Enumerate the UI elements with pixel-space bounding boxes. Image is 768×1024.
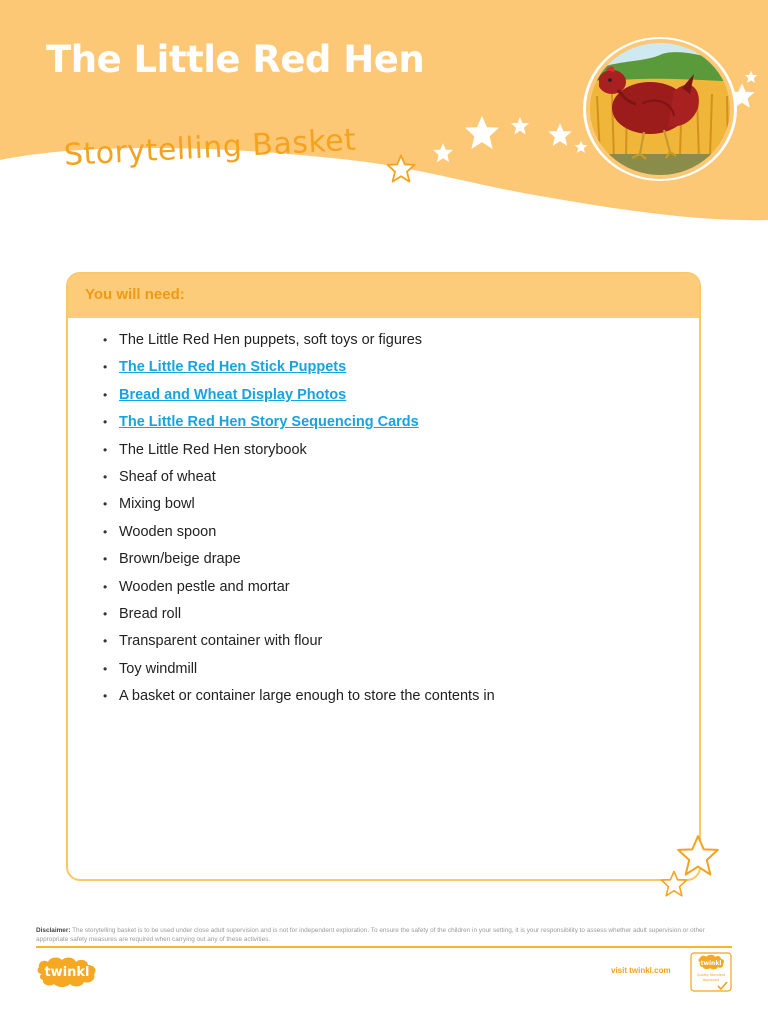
star-outline-icon [386, 154, 416, 184]
disclaimer [36, 927, 736, 944]
list-item-text: A basket or container large enough to store the contents in [119, 688, 495, 705]
page-title: The Little Red Hen [46, 38, 425, 81]
bullet-icon: • [103, 469, 108, 484]
bullet-icon: • [103, 524, 108, 539]
badge-line1: Quality Standard [696, 973, 726, 977]
materials-card [66, 272, 701, 881]
bullet-icon: • [103, 661, 108, 676]
bullet-icon: • [103, 442, 108, 457]
list-item-text: Bread roll [119, 605, 182, 622]
list-item[interactable] [103, 358, 699, 385]
badge-title: twinkl [700, 960, 722, 967]
page-subtitle: Storytelling Basket [63, 122, 358, 173]
star-icon [744, 70, 758, 84]
list-item-text: Transparent container with flour [119, 633, 323, 650]
bullet-icon: • [103, 606, 108, 621]
hen-illustration [582, 36, 738, 182]
list-item-text: Wooden pestle and mortar [119, 578, 290, 595]
visit-link[interactable]: visit twinkl.com [611, 966, 671, 975]
list-item [103, 523, 699, 550]
logo-text: twinkl [44, 965, 90, 980]
list-item[interactable] [103, 413, 699, 440]
resource-link[interactable]: The Little Red Hen Story Sequencing Cards [119, 414, 419, 431]
list-item-text: Mixing bowl [119, 496, 195, 513]
materials-list [68, 318, 699, 714]
list-item-text: Brown/beige drape [119, 551, 241, 568]
twinkl-logo[interactable] [36, 954, 98, 988]
star-outline-icon [660, 870, 688, 898]
list-item-text: The Little Red Hen puppets, soft toys or figures [119, 332, 423, 348]
bullet-icon: • [103, 497, 108, 512]
list-item [103, 331, 699, 358]
bullet-icon: • [103, 333, 108, 347]
list-item-text: The Little Red Hen storybook [119, 441, 307, 458]
list-item [103, 687, 699, 714]
disclaimer-label: Disclaimer: [36, 927, 71, 934]
bullet-icon: • [103, 579, 108, 594]
list-item-text: Wooden spoon [119, 523, 217, 540]
footer-divider [36, 946, 732, 948]
star-icon [463, 114, 501, 152]
star-icon [432, 142, 454, 164]
resource-link[interactable]: The Little Red Hen Stick Puppets [119, 359, 347, 376]
bullet-icon: • [103, 415, 108, 430]
star-icon [510, 116, 530, 136]
list-item [103, 441, 699, 468]
star-icon [547, 122, 573, 148]
resource-link[interactable]: Bread and Wheat Display Photos [119, 386, 347, 403]
list-item [103, 468, 699, 495]
list-item-text: Toy windmill [119, 660, 198, 677]
quality-badge [690, 952, 732, 992]
list-item[interactable] [103, 386, 699, 413]
list-item [103, 632, 699, 659]
disclaimer-text: The storytelling basket is to be used under close adult supervision and is not for independent exploration. To ensure the safety of the children in your setting, it is your responsibility to assess whether adult supervision or other appropriate safety measures are required when carrying out any of these activities. [36, 927, 705, 943]
bullet-icon: • [103, 360, 108, 375]
badge-line2: Approved [702, 978, 720, 982]
list-item [103, 550, 699, 577]
bullet-icon: • [103, 552, 108, 567]
list-item-text: Sheaf of wheat [119, 468, 216, 485]
list-item [103, 660, 699, 687]
list-item [103, 605, 699, 632]
list-item [103, 495, 699, 522]
bullet-icon: • [103, 689, 108, 704]
bullet-icon: • [103, 634, 108, 649]
bullet-icon: • [103, 387, 108, 402]
list-item [103, 578, 699, 605]
card-heading: You will need: [68, 274, 699, 318]
